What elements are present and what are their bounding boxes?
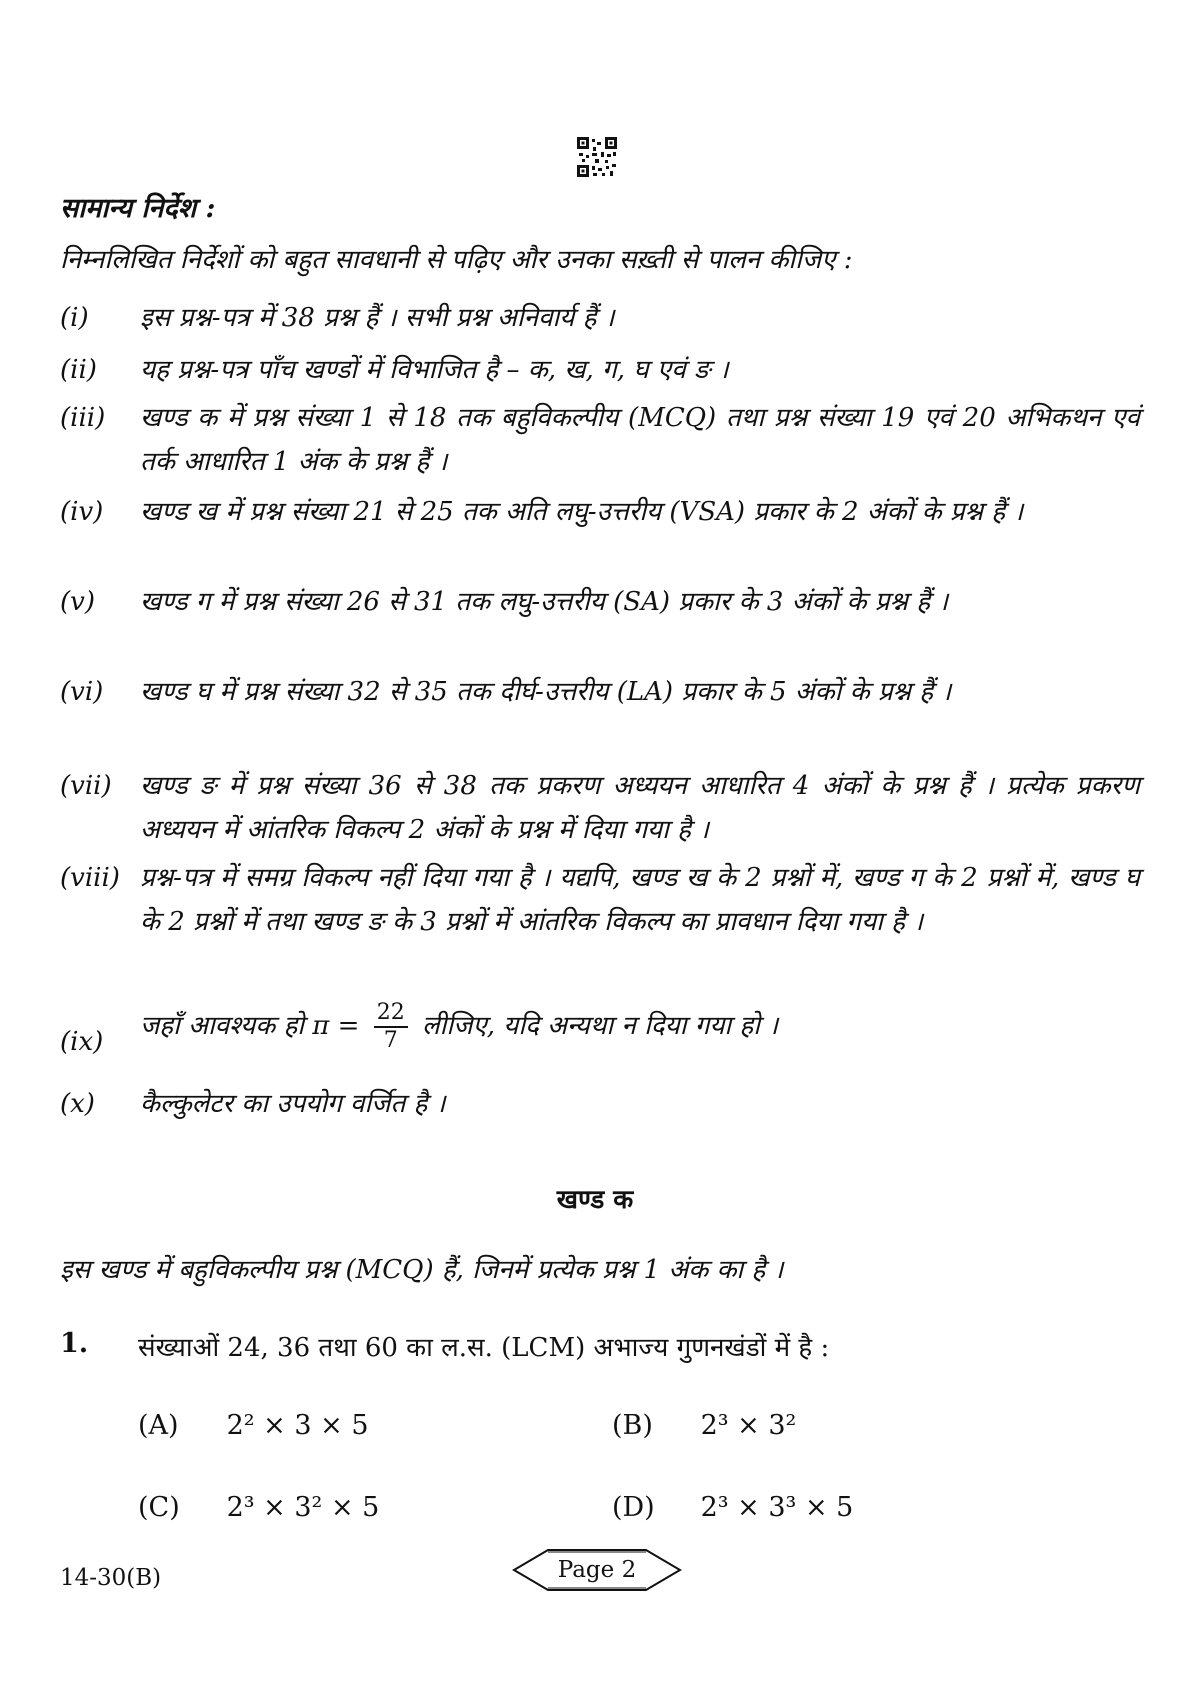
item-text: प्रश्न-पत्र में समग्र विकल्प नहीं दिया गया है । यद्यपि, खण्ड ख के 2 प्रश्नों में, खण्ड ग के 2 प्रश्नों में, खण्ड घ के 2 प्रश्नों में तथा खण्ड ङ के 3 प्रश्नों में आंतरिक विकल्प का प्रावधान दिया गया है । [140,863,1140,937]
instruction-item-viii [60,856,1140,944]
question-number: 1. [60,1328,89,1359]
paper-code: 14-30(B) [60,1565,162,1591]
item-number: (ix) [60,1027,104,1057]
option-label: (B) [612,1410,653,1441]
item-text: खण्ड ङ में प्रश्न संख्या 36 से 38 तक प्रकरण अध्ययन आधारित 4 अंकों के प्रश्न हैं । प्रत्येक प्रकरण अध्ययन में आंतरिक विकल्प 2 अंकों के प्रश्न में दिया गया है । [140,771,1140,845]
instruction-item-ix [60,1000,1140,1057]
item-text: इस प्रश्न-पत्र में 38 प्रश्न हैं । सभी प्रश्न अनिवार्य हैं । [140,303,615,333]
instruction-item-i [60,296,1140,340]
item-number: (i) [60,303,89,333]
item-number: (x) [60,1089,95,1119]
option-expression: 2² × 3 × 5 [226,1410,369,1441]
pi-text-before: जहाँ आवश्यक हो π = [140,1011,360,1041]
instruction-item-x [60,1082,1140,1126]
fraction-denominator: 7 [383,1028,398,1053]
question-text: संख्याओं 24, 36 तथा 60 का ल.स. (LCM) अभाज्य गुणनखंडों में है : [138,1333,830,1363]
instruction-item-iii [60,396,1140,484]
pi-fraction [374,1000,408,1054]
instruction-item-v [60,580,1140,624]
item-text: खण्ड ख में प्रश्न संख्या 21 से 25 तक अति लघु-उत्तरीय (VSA) प्रकार के 2 अंकों के प्रश्न हैं । [140,497,1024,527]
item-text: खण्ड ग में प्रश्न संख्या 26 से 31 तक लघु-उत्तरीय (SA) प्रकार के 3 अंकों के प्रश्न हैं । [140,587,949,617]
item-number: (vi) [60,677,104,707]
option-expression: 2³ × 3² × 5 [226,1492,380,1523]
pi-text-after: लीजिए, यदि अन्यथा न दिया गया हो । [421,1011,779,1041]
option-c [138,1492,379,1523]
item-text: कैल्कुलेटर का उपयोग वर्जित है । [140,1089,446,1119]
option-a [138,1410,369,1441]
section-note: इस खण्ड में बहुविकल्पीय प्रश्न (MCQ) हैं, जिनमें प्रत्येक प्रश्न 1 अंक का है । [60,1255,784,1285]
option-d [612,1492,853,1523]
page-number-badge [512,1548,682,1592]
item-number: (iv) [60,497,104,527]
section-title: खण्ड क [556,1185,634,1215]
option-expression: 2³ × 3³ × 5 [700,1492,854,1523]
item-number: (viii) [60,863,120,893]
qr-code-icon [577,137,617,177]
page-number: Page 2 [557,1557,637,1583]
instruction-item-ii [60,348,1140,392]
general-instructions-heading: सामान्य निर्देश : [60,193,216,224]
instruction-item-vi [60,670,1140,714]
option-label: (C) [138,1492,180,1523]
item-number: (vii) [60,771,112,801]
item-number: (iii) [60,403,106,433]
item-number: (ii) [60,355,97,385]
item-text: खण्ड घ में प्रश्न संख्या 32 से 35 तक दीर्घ-उत्तरीय (LA) प्रकार के 5 अंकों के प्रश्न हैं । [140,677,952,707]
option-expression: 2³ × 3² [700,1410,797,1441]
item-text: यह प्रश्न-पत्र पाँच खण्डों में विभाजित है – क, ख, ग, घ एवं ङ । [140,355,729,385]
instruction-item-vii [60,764,1140,852]
item-text: खण्ड क में प्रश्न संख्या 1 से 18 तक बहुविकल्पीय (MCQ) तथा प्रश्न संख्या 19 एवं 20 अभिकथन एवं तर्क आधारित 1 अंक के प्रश्न हैं । [140,403,1140,477]
instruction-item-iv [60,490,1140,534]
item-number: (v) [60,587,95,617]
fraction-numerator: 22 [374,1000,408,1028]
instructions-intro: निम्नलिखित निर्देशों को बहुत सावधानी से पढ़िए और उनका सख़्ती से पालन कीजिए : [60,245,853,275]
item-text [140,1000,1140,1054]
option-label: (D) [612,1492,655,1523]
option-label: (A) [138,1410,179,1441]
option-b [612,1410,796,1441]
